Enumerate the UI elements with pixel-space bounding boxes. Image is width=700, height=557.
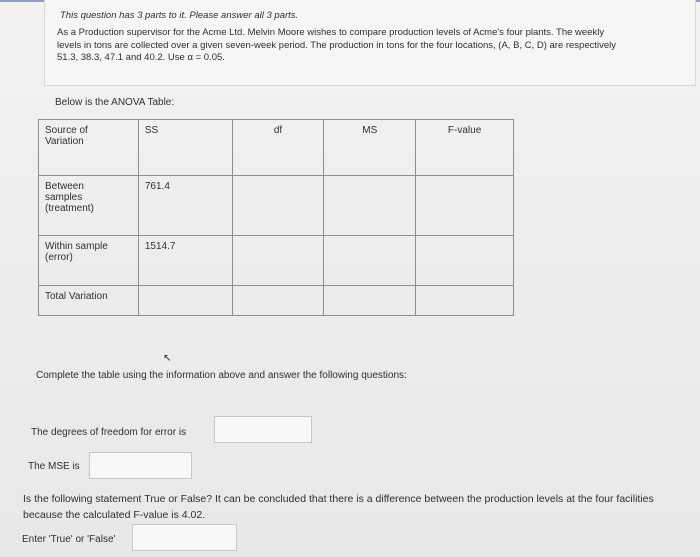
ms-cell (324, 286, 416, 316)
table-header-cell: Source of Variation (39, 120, 139, 176)
ss-cell: 1514.7 (138, 236, 232, 286)
df-cell (232, 286, 324, 316)
row-label: Within sample (error) (39, 236, 139, 286)
table-row (39, 236, 514, 286)
problem-line: levels in tons are collected over a given seven-week period. The production in tons for the four locations, (A, B, C, D) are respectively (57, 39, 617, 51)
ms-cell (324, 236, 416, 286)
instructions-text: Complete the table using the information above and answer the following questions: (36, 370, 407, 381)
table-header-row (39, 120, 514, 176)
mse-input[interactable] (89, 452, 192, 479)
problem-statement (57, 27, 687, 65)
table-header-cell: F-value (416, 120, 514, 176)
table-header-cell: df (232, 120, 324, 176)
row-label: Between samples (treatment) (39, 176, 139, 236)
mse-question: The MSE is (28, 461, 80, 472)
anova-table (38, 119, 514, 316)
true-false-prompt: Enter 'True' or 'False' (22, 534, 116, 545)
table-header-cell: MS (324, 120, 416, 176)
df-error-input[interactable] (214, 416, 312, 443)
intro-text: This question has 3 parts to it. Please answer all 3 parts. (60, 10, 299, 21)
table-row (39, 286, 514, 316)
true-false-question: Is the following statement True or False? It can be concluded that there is a difference between the production levels at the four facilities because the calculated F-value is 4.02. (23, 493, 654, 521)
true-false-input[interactable] (132, 524, 237, 551)
df-cell (232, 236, 324, 286)
mouse-cursor-icon: ↖ (163, 353, 172, 364)
ms-cell (324, 176, 416, 236)
f-value-cell (416, 176, 514, 236)
ss-cell: 761.4 (138, 176, 232, 236)
row-label: Total Variation (39, 286, 139, 316)
problem-line: 51.3, 38.3, 47.1 and 40.2. Use α = 0.05. (57, 52, 225, 63)
table-header-cell: SS (138, 120, 232, 176)
f-value-cell (416, 286, 514, 316)
f-value-cell (416, 236, 514, 286)
df-error-question: The degrees of freedom for error is (31, 427, 187, 438)
df-cell (232, 176, 324, 236)
problem-line: As a Production supervisor for the Acme Ltd. Melvin Moore wishes to compare production levels of Acme's four plants. The weekly (57, 27, 605, 38)
ss-cell (138, 286, 232, 316)
anova-table-label: Below is the ANOVA Table: (55, 97, 175, 108)
table-row (39, 176, 514, 236)
